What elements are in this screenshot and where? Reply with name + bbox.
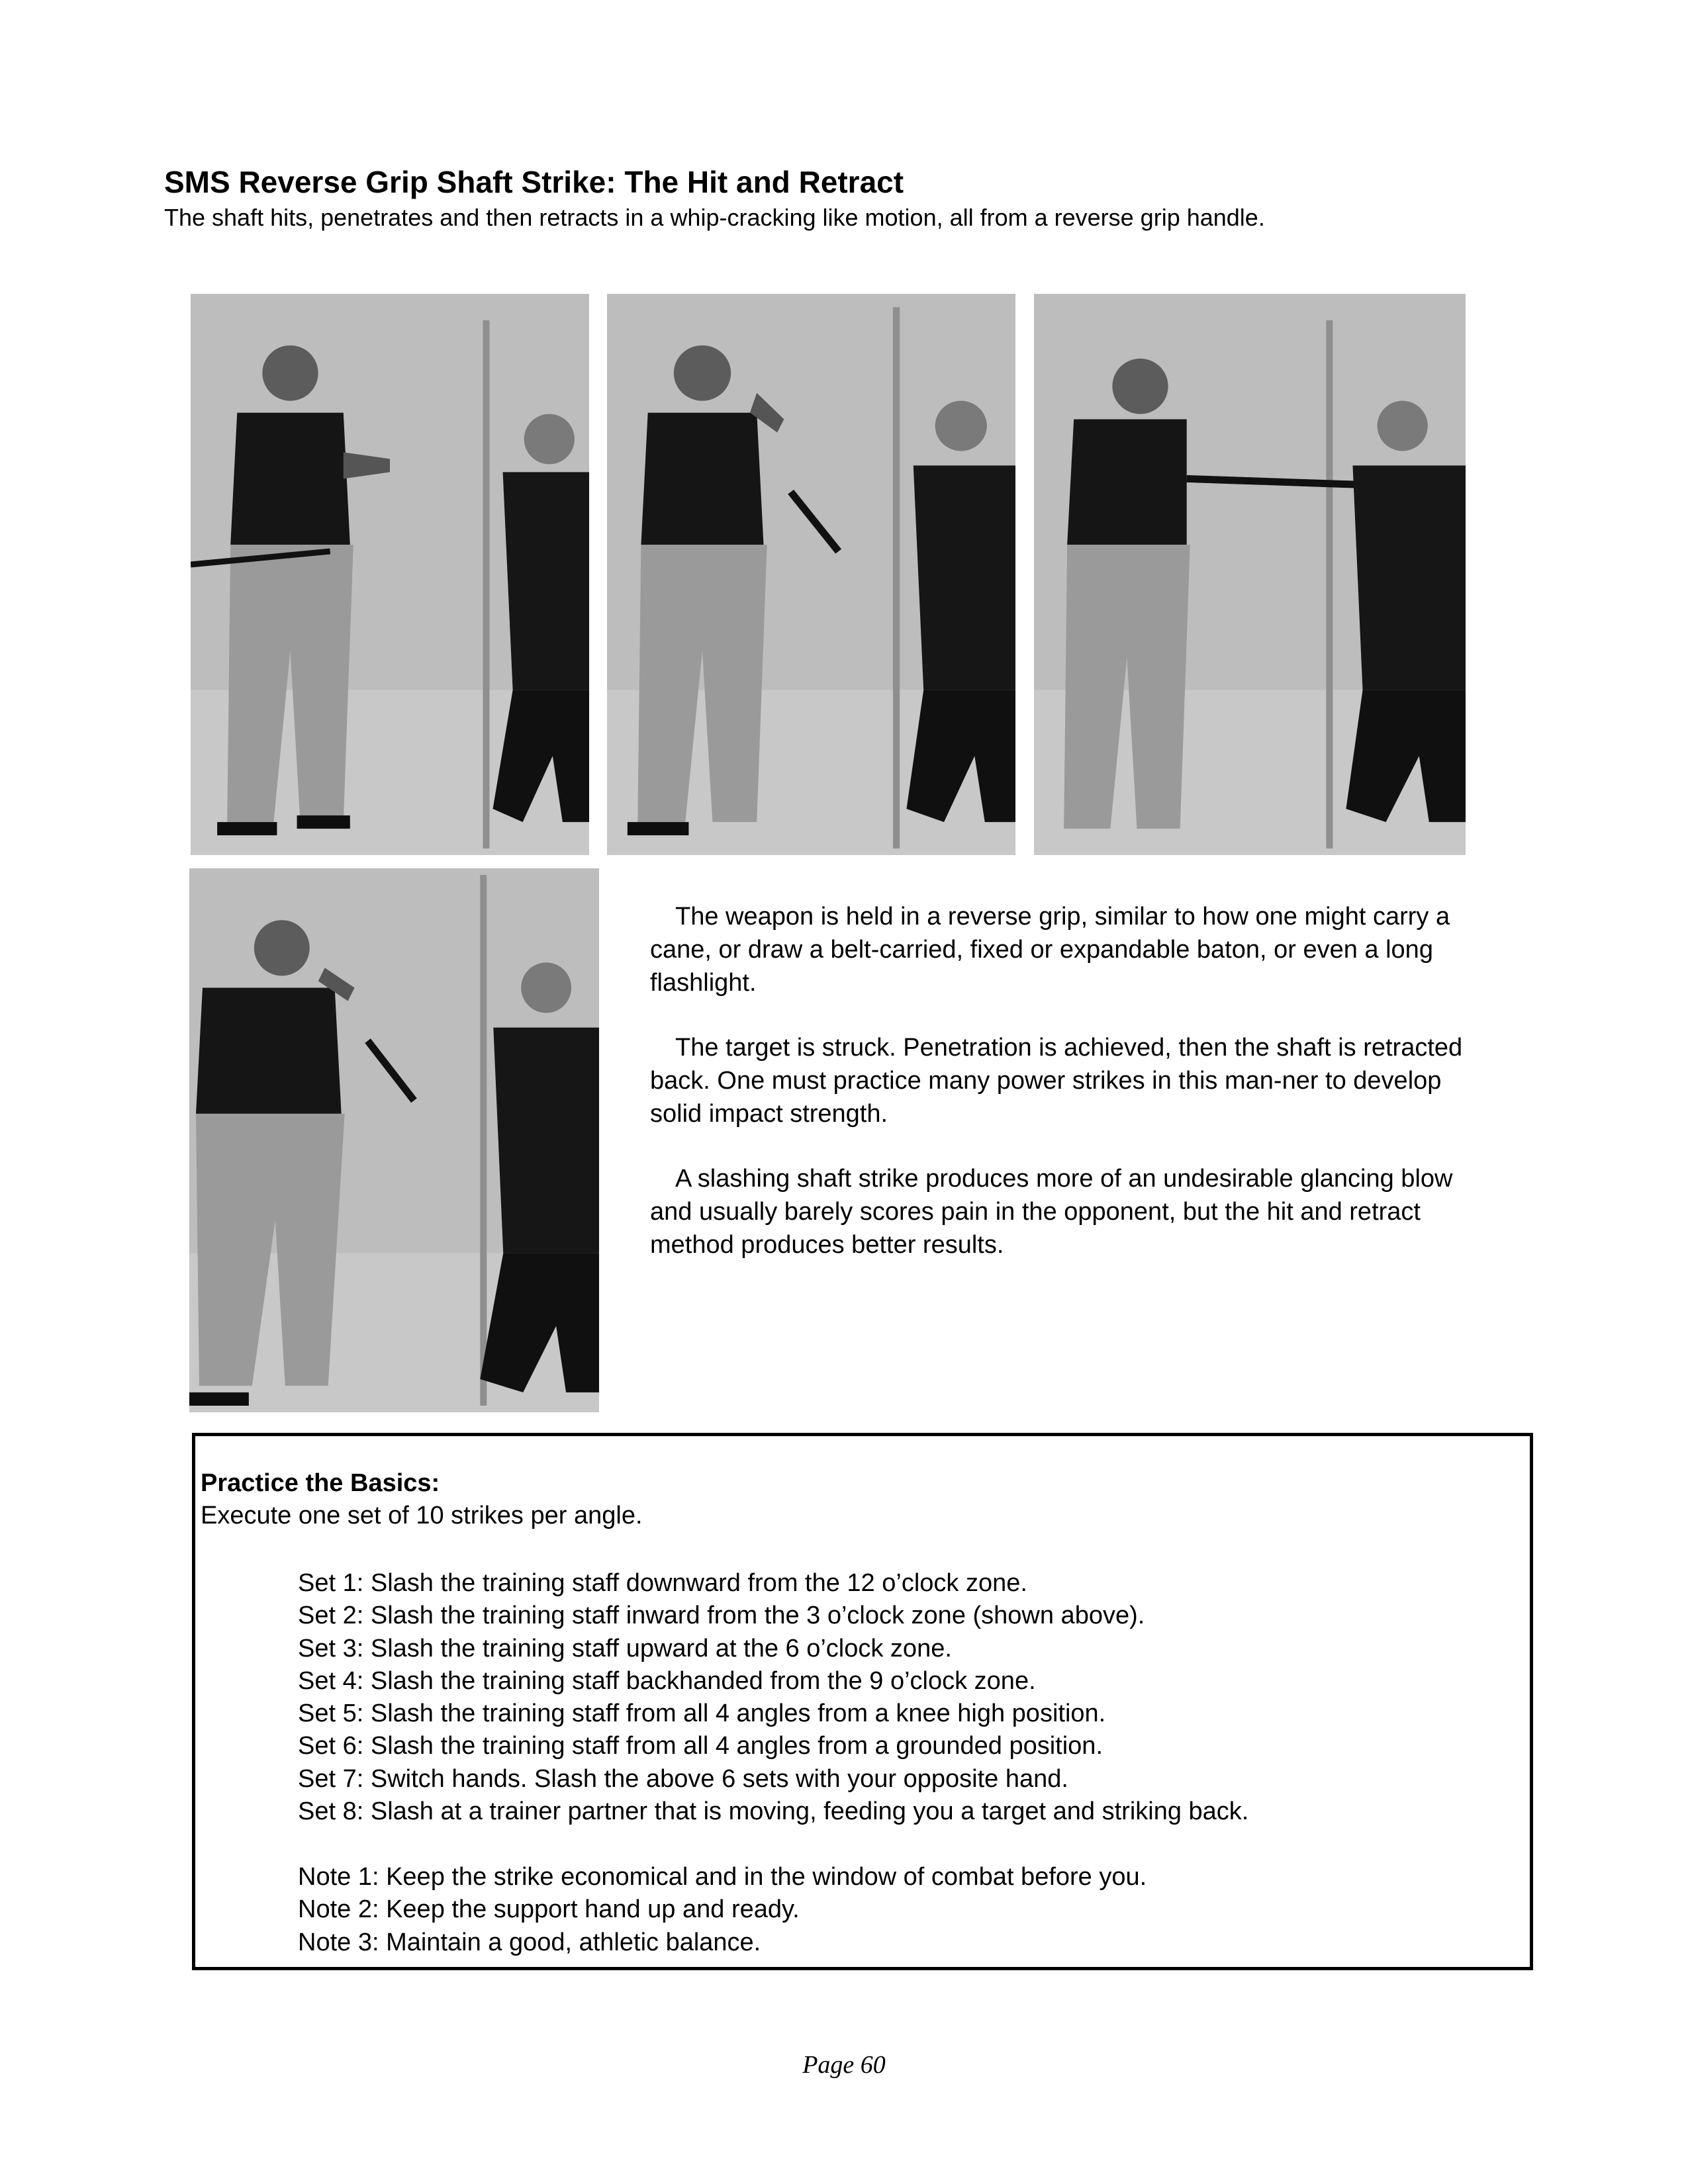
- practice-intro: Execute one set of 10 strikes per angle.: [201, 1502, 643, 1529]
- page-subtitle: The shaft hits, penetrates and then retracts in a whip-cracking like motion, all from a reverse grip handle.: [164, 204, 1265, 231]
- practice-set: Set 1: Slash the training staff downward from the 12 o’clock zone.: [298, 1569, 1027, 1597]
- body-paragraph-1: The weapon is held in a reverse grip, similar to how one might carry a cane, or draw a belt-carried, fixed or expandable baton, or even a long flashlight.: [650, 903, 1450, 997]
- photo-instructor-baton-strike-icon: [1034, 294, 1466, 855]
- practice-set: Set 7: Switch hands. Slash the above 6 sets with your opposite hand.: [298, 1764, 1068, 1793]
- practice-set: Set 3: Slash the training staff upward at the 6 o’clock zone.: [298, 1634, 952, 1662]
- practice-heading: Practice the Basics:: [201, 1469, 440, 1497]
- practice-set: Set 8: Slash at a trainer partner that is moving, feeding you a target and striking back.: [298, 1797, 1249, 1826]
- practice-set: Set 6: Slash the training staff from all 4 angles from a grounded position.: [298, 1732, 1103, 1760]
- practice-set: Set 4: Slash the training staff backhanded from the 9 o’clock zone.: [298, 1666, 1036, 1695]
- photo-instructor-baton-at-hip-icon: [191, 294, 589, 855]
- page-title: SMS Reverse Grip Shaft Strike: The Hit and Retract: [164, 165, 904, 199]
- practice-note: Note 3: Maintain a good, athletic balance.: [298, 1928, 761, 1956]
- practice-note: Note 2: Keep the support hand up and ready.: [298, 1895, 800, 1924]
- practice-sets: [298, 1567, 1248, 1828]
- body-text: [650, 900, 1491, 1293]
- photo-instructor-baton-retract-icon: [189, 868, 599, 1412]
- practice-set: Set 5: Slash the training staff from all 4 angles from a knee high position.: [298, 1700, 1106, 1728]
- practice-box: [192, 1433, 1533, 1970]
- body-paragraph-2: The target is struck. Penetration is achieved, then the shaft is retracted back. One must practice many power strikes in this man-ner to develop solid impact strength.: [650, 1034, 1463, 1128]
- photo-step-4: [189, 868, 599, 1412]
- page-number: Page 60: [802, 2051, 886, 2079]
- practice-notes: [298, 1861, 1147, 1959]
- practice-set: Set 2: Slash the training staff inward from the 3 o’clock zone (shown above).: [298, 1602, 1145, 1630]
- photo-step-3: [1034, 294, 1466, 855]
- practice-note: Note 1: Keep the strike economical and in the window of combat before you.: [298, 1863, 1147, 1891]
- photo-step-1: [191, 294, 589, 855]
- body-paragraph-3: A slashing shaft strike produces more of an undesirable glancing blow and usually barely scores pain in the opponent, but the hit and retract method produces better results.: [650, 1165, 1453, 1259]
- photo-instructor-baton-raised-icon: [607, 294, 1015, 855]
- photo-step-2: [607, 294, 1015, 855]
